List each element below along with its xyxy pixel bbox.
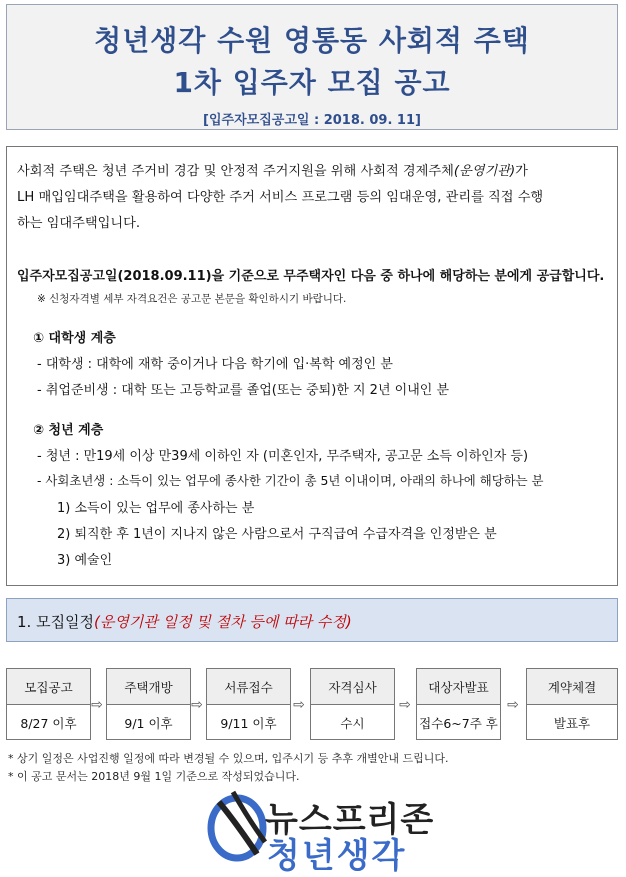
group2-subitem: 1) 소득이 있는 업무에 종사하는 분 [57,501,255,516]
logo-text-newsfreezone: 뉴스프리존 [265,800,435,840]
arrow-right-icon: ⇨ [507,697,519,713]
arrow-right-icon: ⇨ [293,697,305,713]
step-label: 자격심사 [311,669,394,705]
group2-item: - 사회초년생 : 소득이 있는 업무에 종사한 기간이 총 5년 이내이며, 아래의 하나에 해당하는 분 [37,473,544,488]
eligibility-box [6,146,618,586]
group2-subitem: 2) 퇴직한 후 1년이 지나지 않은 사람으로서 구직급여 수급자격을 인정받은 분 [57,527,497,542]
logo-text-youth: 청년생각 [267,836,407,876]
group1-item: - 대학생 : 대학에 재학 중이거나 다음 학기에 입·복학 예정인 분 [37,357,393,372]
eligibility-criteria: 입주자모집공고일(2018.09.11)을 기준으로 무주택자인 다음 중 하나에 해당하는 분에게 공급합니다. [17,269,605,284]
group2-title: ② 청년 계층 [33,423,104,438]
intro-line1-part2: 가 [515,164,528,179]
intro-paragraph [17,159,609,237]
schedule-step-review [310,668,395,740]
intro-line2: LH 매입임대주택을 활용하여 다양한 주거 서비스 프로그램 등의 임대운영, 관리를 직접 수행 [17,190,544,205]
step-label: 서류접수 [207,669,290,705]
intro-line1-part1: 사회적 주택은 청년 주거비 경감 및 안정적 주거지원을 위해 사회적 경제주체 [17,164,454,179]
newsfreezone-logo [205,784,435,876]
step-label: 모집공고 [7,669,90,705]
step-value: 8/27 이후 [20,715,77,731]
intro-line3: 하는 임대주택입니다. [17,216,141,231]
section-title-note: (운영기관 일정 및 절차 등에 따라 수정) [94,613,352,631]
step-value: 발표후 [553,715,591,731]
schedule-footnote: * 상기 일정은 사업진행 일정에 따라 변경될 수 있으며, 입주시기 등 추후 개별안내 드립니다. [8,752,449,765]
section-title [17,611,352,632]
section-title-text: 1. 모집일정 [17,613,95,631]
notice-date: [입주자모집공고일 : 2018. 09. 11] [203,113,421,128]
group1-item: - 취업준비생 : 대학 또는 고등학교를 졸업(또는 중퇴)한 지 2년 이내인 분 [37,383,450,398]
step-value: 9/11 이후 [220,715,277,731]
schedule-step-announce [416,668,501,740]
arrow-right-icon: ⇨ [91,697,103,713]
step-value: 접수6~7주 후 [419,715,498,731]
page-title-line1: 청년생각 수원 영통동 사회적 주택 [94,24,530,57]
step-value: 9/1 이후 [124,715,173,731]
schedule-section-header [6,598,618,642]
eligibility-note: ※ 신청자격별 세부 자격요건은 공고문 본문을 확인하시기 바랍니다. [37,293,347,305]
step-label: 계약체결 [527,669,617,705]
schedule-step-recruit [6,668,91,740]
schedule-footnote: * 이 공고 문서는 2018년 9월 1일 기준으로 작성되었습니다. [8,770,300,783]
schedule-step-documents [206,668,291,740]
group2-subitem: 3) 예술인 [57,553,113,568]
group2-item: - 청년 : 만19세 이상 만39세 이하인 자 (미혼인자, 무주택자, 공고문 소득 이하인자 등) [37,449,529,464]
title-box [6,4,618,130]
step-value: 수시 [340,715,365,731]
page-title-line2: 1차 입주자 모집 공고 [173,66,451,99]
intro-line1-emphasis: (운영기관) [453,164,516,179]
step-label: 주택개방 [107,669,190,705]
arrow-right-icon: ⇨ [191,697,203,713]
schedule-step-contract [526,668,618,740]
arrow-right-icon: ⇨ [399,697,411,713]
group1-title: ① 대학생 계층 [33,331,116,346]
step-label: 대상자발표 [417,669,500,705]
schedule-step-house-open [106,668,191,740]
